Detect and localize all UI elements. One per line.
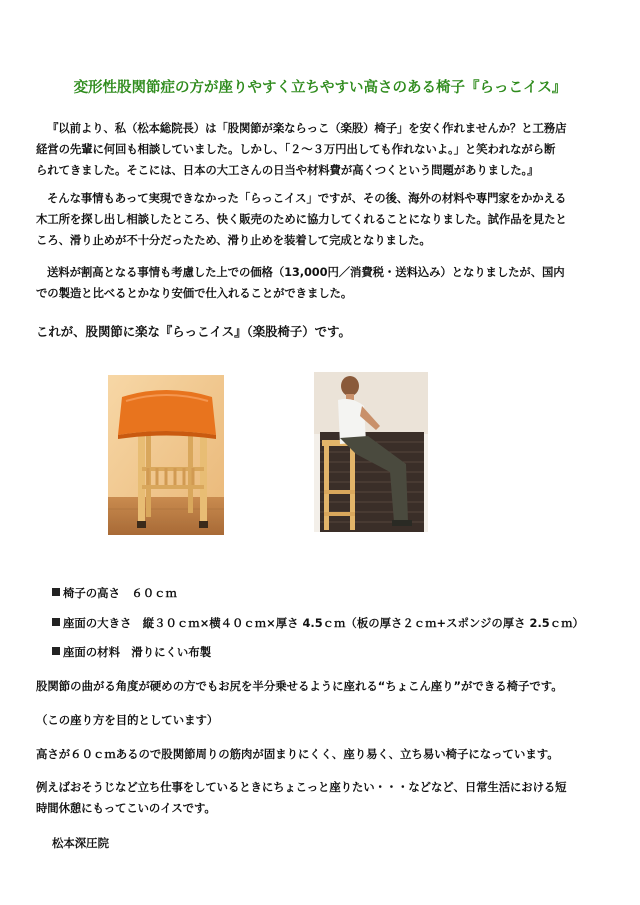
spec-text: 座面の大きさ 縦３０ｃｍ×横４０ｃｍ×厚さ 4.5ｃｍ（板の厚さ２ｃｍ+スポンジの厚さ 2.5ｃｍ） [63, 616, 584, 630]
spec-seat-size [52, 615, 584, 631]
spec-text: 座面の材料 滑りにくい布製 [63, 645, 212, 659]
paragraph-line: そんな事情もあって実現できなかった「らっこイス」ですが、その後、海外の材料や専門家をかかえる [47, 191, 567, 205]
page-title: 変形性股関節症の方が座りやすく立ちやすい高さのある椅子『らっこイス』 [73, 79, 567, 96]
paragraph-line: られてきました。そこには、日本の大工さんの日当や材料費が高くつくという問題がありました。』 [36, 163, 539, 177]
paragraph-history [36, 118, 606, 181]
description-height: 高さが６０ｃｍあるので股関節周りの筋肉が固まりにくく、座り易く、立ち易い椅子になっています。 [36, 747, 559, 761]
seated-man-illustration [314, 372, 428, 532]
paragraph-line: ころ、滑り止めが不十分だったため、滑り止めを装着して完成となりました。 [36, 233, 431, 247]
paragraph-line: 送料が割高となる事情も考慮した上での価格（13,000円／消費税・送料込み）となりましたが、国内 [47, 265, 565, 279]
paragraph-line: 木工所を探し出し相談したところ、快く販売のために協力してくれることになりました。試作品を見たと [36, 212, 567, 226]
product-intro: これが、股関節に楽な『らっこイス』（楽股椅子）です。 [36, 324, 351, 339]
spec-text: 椅子の高さ ６０ｃｍ [63, 586, 177, 600]
paragraph-development [36, 188, 606, 251]
description-purpose: （この座り方を目的としています） [36, 713, 219, 727]
spec-seat-material [52, 644, 211, 660]
paragraph-line: 経営の先輩に何回も相談していました。しかし、「２～３万円出しても作れないよ。」と笑われながら断 [36, 142, 556, 156]
spec-height [52, 585, 177, 601]
seated-man-photo [314, 372, 428, 532]
paragraph-line: 『以前より、私（松本総院長）は「股関節が楽ならっこ（楽股）椅子」を安く作れませんか？と工務店 [47, 121, 567, 135]
stool-photo [108, 375, 224, 535]
paragraph-price [36, 262, 606, 304]
bullet-square-icon [52, 647, 60, 655]
paragraph-closing [36, 777, 601, 819]
description-sitting: 股関節の曲がる角度が硬めの方でもお尻を半分乗せるように座れる“ちょこん座り”ができる椅子です。 [36, 679, 563, 693]
paragraph-line: での製造と比べるとかなり安価で仕入れることができました。 [36, 286, 353, 300]
stool-illustration [108, 375, 224, 535]
signature: 松本深圧院 [52, 836, 109, 850]
paragraph-line: 時間休憩にもってこいのイスです。 [36, 801, 216, 815]
paragraph-line: 例えばおそうじなど立ち仕事をしているときにちょこっと座りたい・・・などなど、日常生活における短 [36, 780, 567, 794]
bullet-square-icon [52, 618, 60, 626]
bullet-square-icon [52, 588, 60, 596]
